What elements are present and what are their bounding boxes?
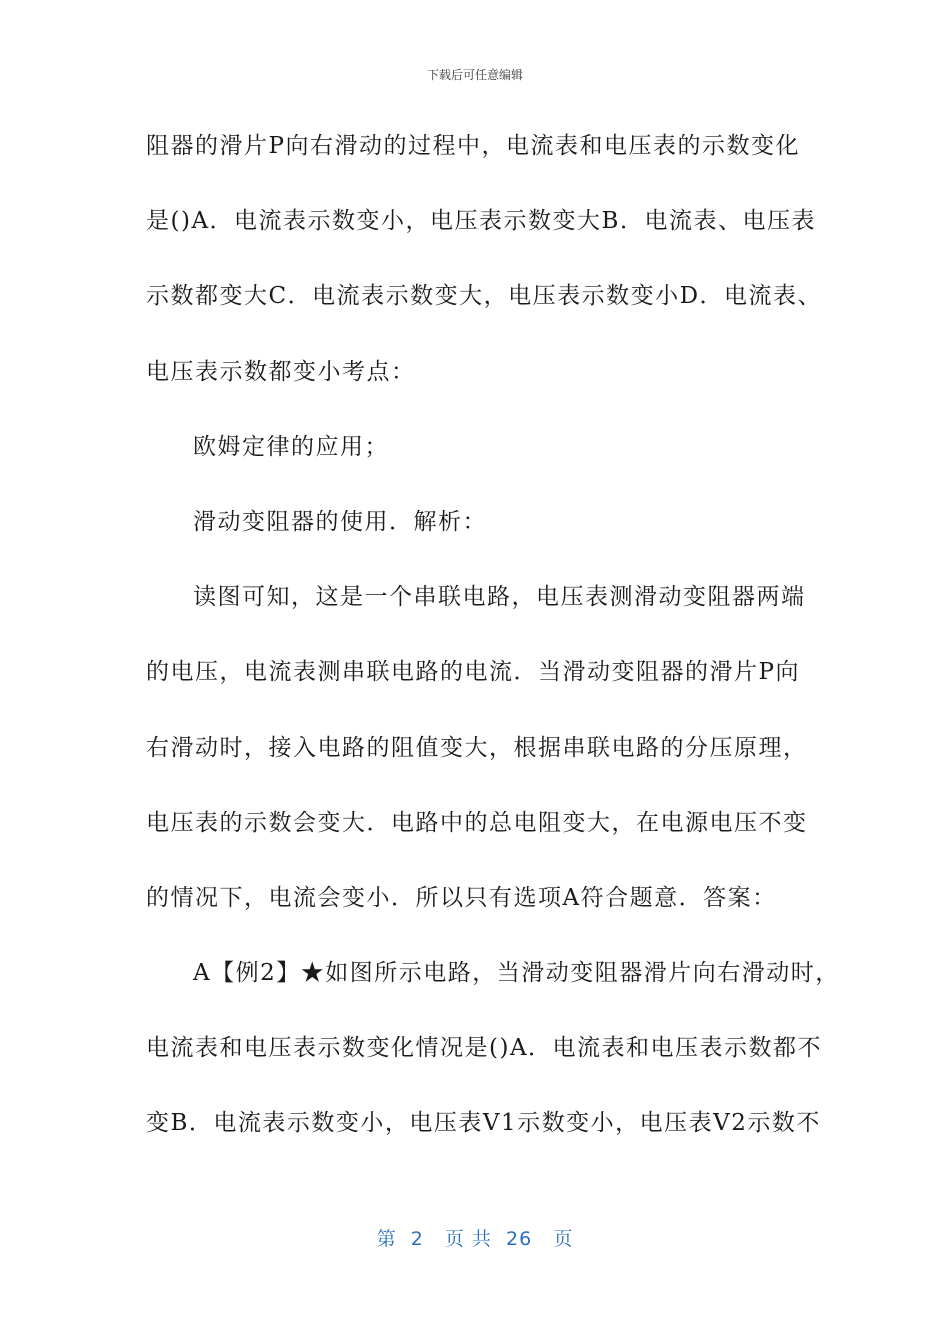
text-line: 欧姆定律的应用；: [193, 433, 389, 460]
text-line: A【例2】★如图所示电路，当滑动变阻器滑片向右滑动时，: [193, 960, 840, 987]
text-line: 变B．电流表示数变小，电压表V1示数变小，电压表V2示数不: [146, 1110, 821, 1137]
text-line: 示数都变大C．电流表示数变大，电压表示数变小D．电流表、: [146, 283, 823, 310]
text-line: 右滑动时，接入电路的阻值变大，根据串联电路的分压原理，: [146, 734, 808, 761]
document-body: [146, 122, 840, 1175]
text-line: 电压表的示数会变大．电路中的总电阻变大，在电源电压不变: [146, 809, 808, 836]
text-line: 读图可知，这是一个串联电路，电压表测滑动变阻器两端: [193, 584, 806, 611]
page-number-footer: 第 2 页 共 26 页: [376, 1228, 574, 1250]
text-line: 是()A．电流表示数变小，电压表示数变大B．电流表、电压表: [146, 208, 816, 235]
text-line: 阻器的滑片P向右滑动的过程中，电流表和电压表的示数变化: [146, 133, 800, 159]
text-line: 的电压，电流表测串联电路的电流．当滑动变阻器的滑片P向: [146, 659, 800, 686]
header-note: 下载后可任意编辑: [426, 68, 523, 82]
text-line: 电压表示数都变小考点：: [146, 358, 416, 385]
text-line: 的情况下，电流会变小．所以只有选项A符合题意．答案：: [146, 884, 777, 911]
text-line: 滑动变阻器的使用．解析：: [193, 508, 487, 535]
text-line: 电流表和电压表示数变化情况是()A．电流表和电压表示数都不: [146, 1035, 823, 1062]
